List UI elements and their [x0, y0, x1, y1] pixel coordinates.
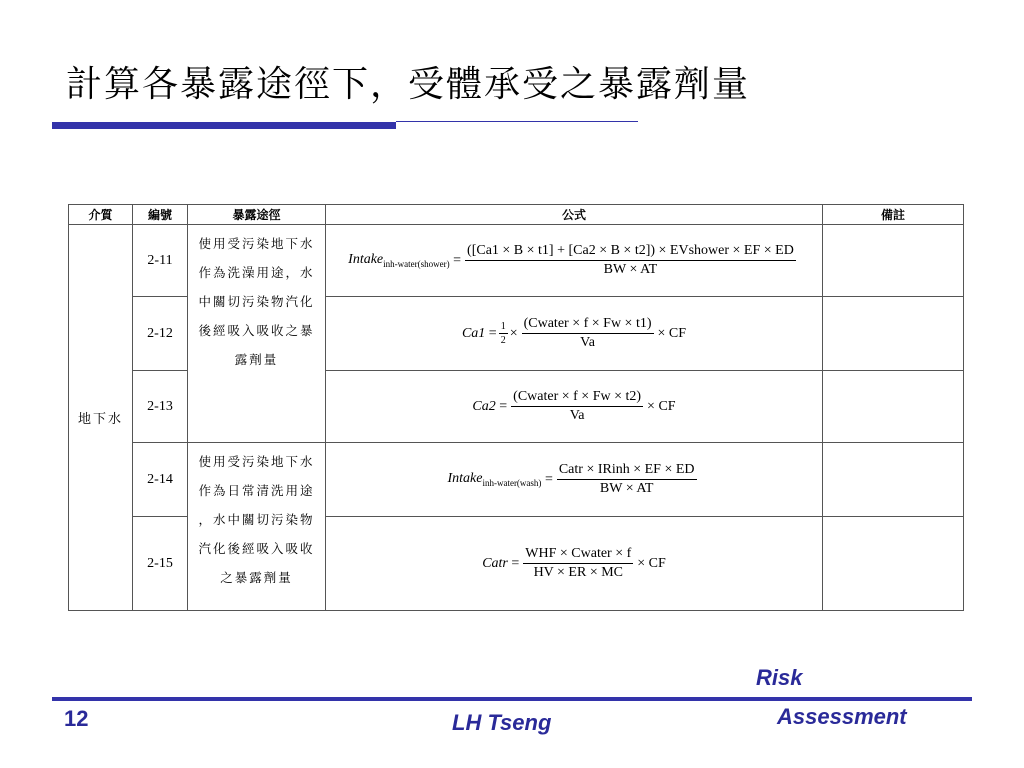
note-cell [823, 517, 964, 611]
formula-2-15: Catr = $\frac{\text{WHF × Cwater × f}}{HV \times ER \times MC}$ × CF [482, 546, 666, 580]
formula-denominator: BW × AT [599, 481, 654, 496]
formula-numerator: Catr × IRinh × EF × ED [557, 462, 697, 480]
formula-denominator: BW × AT [603, 262, 658, 277]
formula-lhs: Catr [482, 555, 508, 571]
note-cell [823, 371, 964, 443]
route-wash-cell [188, 443, 326, 611]
table-row [69, 443, 964, 517]
formula-numerator: (Cwater × f × Fw × t2) [511, 389, 643, 407]
header-note: 備註 [823, 205, 964, 225]
route-line: 使用受污染地下水 [198, 236, 315, 251]
route-line: 使用受污染地下水 [198, 454, 315, 469]
table-row [69, 225, 964, 297]
formula-fraction [511, 389, 643, 424]
formula-numerator: ([Ca1 × B × t1] + [Ca2 × B × t2]) × EVshower × EF × ED [465, 243, 796, 261]
exposure-formula-table [68, 204, 964, 611]
row-number: 2-14 [133, 443, 188, 517]
formula-2-14: Intake$_{inh-water(wash)}$ = $\frac{\text{Catr × IRinh × EF × ED}}{BW \times AT}$ [447, 462, 695, 496]
formula-tail: × CF [637, 555, 666, 571]
note-cell [823, 225, 964, 297]
row-number: 2-11 [133, 225, 188, 297]
header-route: 暴露途徑 [188, 205, 326, 225]
title-underline-thin [396, 121, 638, 122]
row-number: 2-15 [133, 517, 188, 611]
formula-tail: × CF [647, 398, 676, 414]
formula-denominator: HV × ER × MC [533, 565, 623, 580]
route-line: ，水中關切污染物 [198, 512, 315, 527]
route-line: 作為日常清洗用途 [198, 483, 315, 498]
route-shower-cell [188, 225, 326, 443]
formula-numerator: WHF × Cwater × f [523, 546, 633, 564]
formula-2-12: Ca1 = $\frac{1}{2}$ × $\frac{\text{(Cwater × f × Fw × t1)}}{Va}$ × CF [461, 316, 687, 350]
title-underline-thick [52, 122, 396, 129]
note-cell [823, 297, 964, 371]
formula-lhs: Ca2 [472, 398, 496, 414]
route-line: 汽化後經吸入吸收 [198, 541, 315, 556]
formula-fraction [522, 316, 654, 351]
row-number: 2-12 [133, 297, 188, 371]
route-line: 後經吸入吸收之暴 [198, 323, 315, 338]
formula-fraction [557, 462, 697, 497]
footer-divider [52, 697, 972, 701]
route-line: 之暴露劑量 [220, 570, 293, 585]
formula-numerator: (Cwater × f × Fw × t1) [522, 316, 654, 334]
formula-tail: × CF [657, 325, 687, 341]
brand-line-2: Assessment [777, 704, 907, 729]
formula-fraction [465, 243, 796, 278]
route-line: 中關切污染物汽化 [198, 294, 315, 309]
formula-2-11: Intake$_{inh-water(shower)}$ = $\frac{\text{([Ca1 × B × t1] + [Ca2 × B × t2]) × EVshower × EF × ED}}{BW \times AT}$ [348, 243, 794, 277]
author-name: LH Tseng [452, 710, 552, 735]
route-line: 露劑量 [234, 352, 279, 367]
header-number: 編號 [133, 205, 188, 225]
formula-lhs: Ca1 [461, 325, 486, 341]
table-header-row [69, 205, 964, 225]
page-number: 12 [64, 706, 89, 731]
header-medium: 介質 [69, 205, 133, 225]
formula-numerator: 1 [500, 321, 506, 332]
formula-lhs-sub: inh-water(shower) [383, 258, 450, 269]
formula-half [499, 321, 508, 346]
medium-cell: 地下水 [69, 225, 133, 611]
formula-cell [326, 517, 823, 611]
formula-cell [326, 297, 823, 371]
brand-line-1: Risk [756, 665, 803, 690]
note-cell [823, 443, 964, 517]
header-formula: 公式 [326, 205, 823, 225]
formula-lhs: Intake [348, 252, 384, 268]
formula-lhs-sub: inh-water(wash) [482, 477, 542, 488]
route-line: 作為洗澡用途，水 [198, 265, 315, 280]
formula-2-13: Ca2 = $\frac{\text{(Cwater × f × Fw × t2)}}{Va}$ × CF [472, 389, 676, 423]
formula-lhs: Intake [447, 471, 483, 487]
formula-fraction [523, 546, 633, 581]
formula-denominator: Va [580, 335, 595, 350]
formula-cell [326, 371, 823, 443]
formula-cell [326, 443, 823, 517]
formula-denominator: Va [569, 408, 585, 423]
formula-cell [326, 225, 823, 297]
slide-title: 計算各暴露途徑下，受體承受之暴露劑量 [66, 64, 751, 105]
formula-denominator: 2 [500, 335, 506, 346]
row-number: 2-13 [133, 371, 188, 443]
